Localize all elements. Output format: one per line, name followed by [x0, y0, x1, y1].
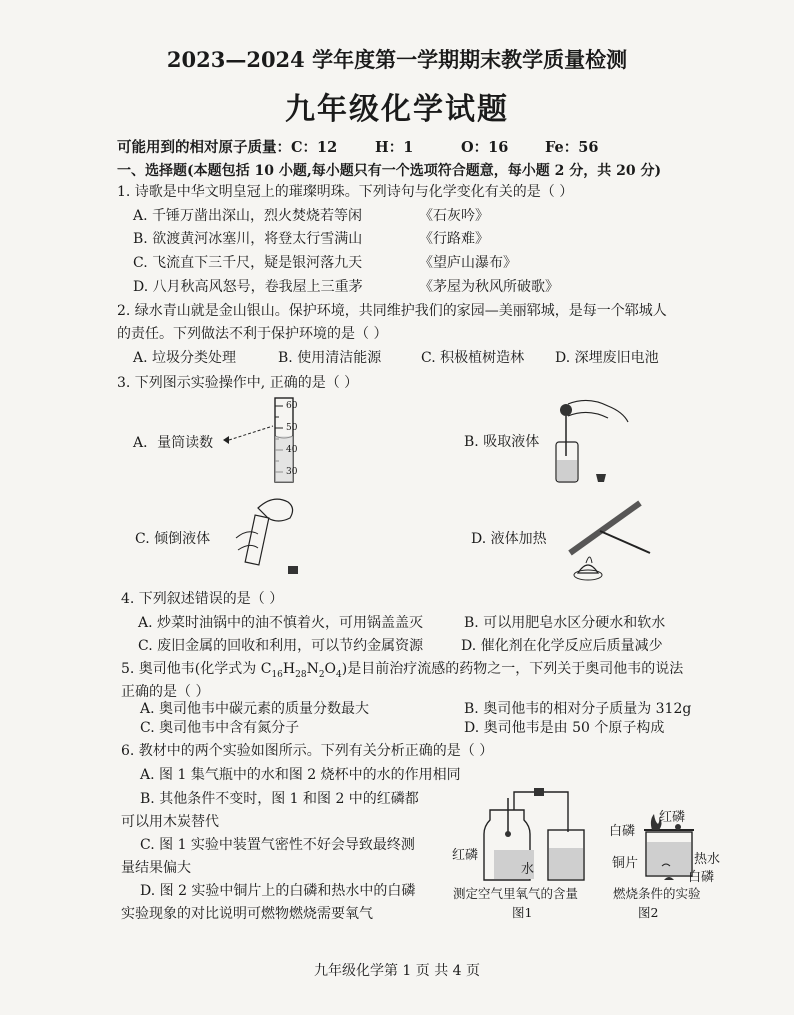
q6-option-d-line2: 实验现象的对比说明可燃物燃烧需要氧气 — [121, 906, 373, 922]
q4-option-d: D. 催化剂在化学反应后质量减少 — [461, 638, 663, 654]
pouring-figure — [228, 488, 308, 578]
q5-stem-pre: 5. 奥司他韦(化学式为 C — [121, 661, 272, 677]
q3-option-b: B. 吸取液体 — [464, 434, 540, 450]
fig2-caption: 燃烧条件的实验 — [613, 886, 701, 901]
q2-option-a: A. 垃圾分类处理 — [133, 350, 237, 366]
fig1-caption: 测定空气里氧气的含量 — [453, 886, 579, 901]
atomic-masses-label: 可能用到的相对原子质量： — [117, 139, 291, 156]
q3-option-c: C. 倾倒液体 — [135, 531, 211, 547]
q5-sub-c: 16 — [271, 669, 283, 680]
q2-option-b: B. 使用清洁能源 — [278, 350, 382, 366]
q5-option-a: A. 奥司他韦中碳元素的质量分数最大 — [140, 701, 370, 717]
tick-30: 30 — [286, 467, 298, 477]
q3-option-a: A．量筒读数 — [133, 435, 214, 451]
q6-option-a: A. 图 1 集气瓶中的水和图 2 烧杯中的水的作用相同 — [140, 767, 461, 783]
q1-option-d: D. 八月秋高风怒号，卷我屋上三重茅 — [133, 279, 363, 295]
q1-source-d: 《茅屋为秋风所破歌》 — [419, 279, 559, 295]
q1-stem: 1. 诗歌是中华文明皇冠上的璀璨明珠。下列诗句与化学变化有关的是（ ） — [117, 184, 574, 200]
q1-option-c: C. 飞流直下三千尺，疑是银河落九天 — [133, 255, 363, 271]
q5-option-b: B. 奥司他韦的相对分子质量为 312g — [464, 701, 692, 717]
q6-option-d-line1: D. 图 2 实验中铜片上的白磷和热水中的白磷 — [140, 883, 416, 899]
fig1-number: 图1 — [512, 905, 533, 920]
exam-subtitle: 九年级化学试题 — [285, 92, 509, 127]
fig2-number: 图2 — [638, 905, 659, 920]
section-heading: 一、选择题(本题包括 10 小题,每小题只有一个选项符合题意，每小题 2 分，共 20 分) — [117, 163, 662, 179]
q5-option-c: C. 奥司他韦中含有氮分子 — [140, 720, 300, 736]
q5-stem-line1 — [121, 658, 683, 680]
exam-title: 2023—2024 学年度第一学期期末教学质量检测 — [166, 47, 628, 72]
q2-stem-line1: 2. 绿水青山就是金山银山。保护环境，共同维护我们的家园—美丽郓城，是每一个郓城人 — [117, 303, 667, 319]
dropper-figure — [548, 396, 668, 496]
q6-option-c-line2: 量结果偏大 — [121, 860, 191, 876]
mass-o: O：16 — [461, 139, 509, 156]
q3-stem: 3. 下列图示实验操作中, 正确的是（ ） — [117, 375, 359, 391]
fig2-label-copper: 铜片 — [612, 856, 639, 871]
q5-stem-post: )是目前治疗流感的药物之一，下列关于奥司他韦的说法 — [341, 661, 684, 677]
q2-option-c: C. 积极植树造林 — [421, 350, 525, 366]
q5-n: N — [306, 661, 319, 677]
q1-source-b: 《行路难》 — [419, 231, 489, 247]
q4-stem: 4. 下列叙述错误的是（ ） — [121, 591, 284, 607]
q5-h: H — [282, 661, 296, 677]
q5-sub-n: 2 — [318, 669, 325, 680]
q1-source-c: 《望庐山瀑布》 — [419, 255, 517, 271]
q5-sub-h: 28 — [295, 669, 307, 680]
fig1-label-red-phosphorus: 红磷 — [452, 848, 479, 863]
fig2-label-red-phosphorus: 红磷 — [659, 810, 686, 825]
q4-option-b: B. 可以用肥皂水区分硬水和软水 — [464, 615, 666, 631]
mass-fe: Fe：56 — [545, 139, 599, 156]
tick-50: 50 — [286, 423, 298, 433]
q6-option-b-line2: 可以用木炭替代 — [121, 814, 219, 830]
q6-stem: 6. 教材中的两个实验如图所示。下列有关分析正确的是（ ） — [121, 743, 494, 759]
heating-figure — [560, 493, 660, 583]
q1-option-a: A. 千锤万凿出深山，烈火焚烧若等闲 — [133, 208, 363, 224]
fig2-label-hot-water: 热水 — [694, 852, 721, 867]
page-footer: 九年级化学第 1 页 共 4 页 — [313, 963, 481, 979]
fig1-label-water: 水 — [521, 862, 535, 877]
q3-option-d: D. 液体加热 — [471, 531, 547, 547]
q5-option-d: D. 奥司他韦是由 50 个原子构成 — [464, 720, 665, 736]
tick-60: 60 — [286, 401, 298, 411]
q2-option-d: D. 深埋废旧电池 — [555, 350, 659, 366]
atomic-masses — [117, 136, 598, 157]
graduated-cylinder-figure — [215, 396, 315, 486]
q4-option-a: A. 炒菜时油锅中的油不慎着火，可用锅盖盖灭 — [138, 615, 424, 631]
tick-40: 40 — [286, 445, 298, 455]
q5-stem-line2: 正确的是（ ） — [121, 684, 210, 700]
mass-c: C：12 — [291, 139, 338, 156]
q6-option-c-line1: C. 图 1 实验中装置气密性不好会导致最终测 — [140, 837, 415, 853]
q5-sub-o: 4 — [336, 669, 342, 680]
q4-option-c: C. 废旧金属的回收和利用，可以节约金属资源 — [138, 638, 424, 654]
q2-stem-line2: 的责任。下列做法不利于保护环境的是（ ） — [117, 326, 388, 342]
q1-option-b: B. 欲渡黄河冰塞川，将登太行雪满山 — [133, 231, 363, 247]
fig2-label-white-phosphorus-bottom: 白磷 — [688, 870, 715, 885]
fig2-label-white-phosphorus-top: 白磷 — [609, 824, 636, 839]
q5-o: O — [324, 661, 337, 677]
mass-h: H：1 — [375, 139, 414, 156]
q1-source-a: 《石灰吟》 — [419, 208, 489, 224]
q6-option-b-line1: B. 其他条件不变时，图 1 和图 2 中的红磷都 — [140, 791, 419, 807]
